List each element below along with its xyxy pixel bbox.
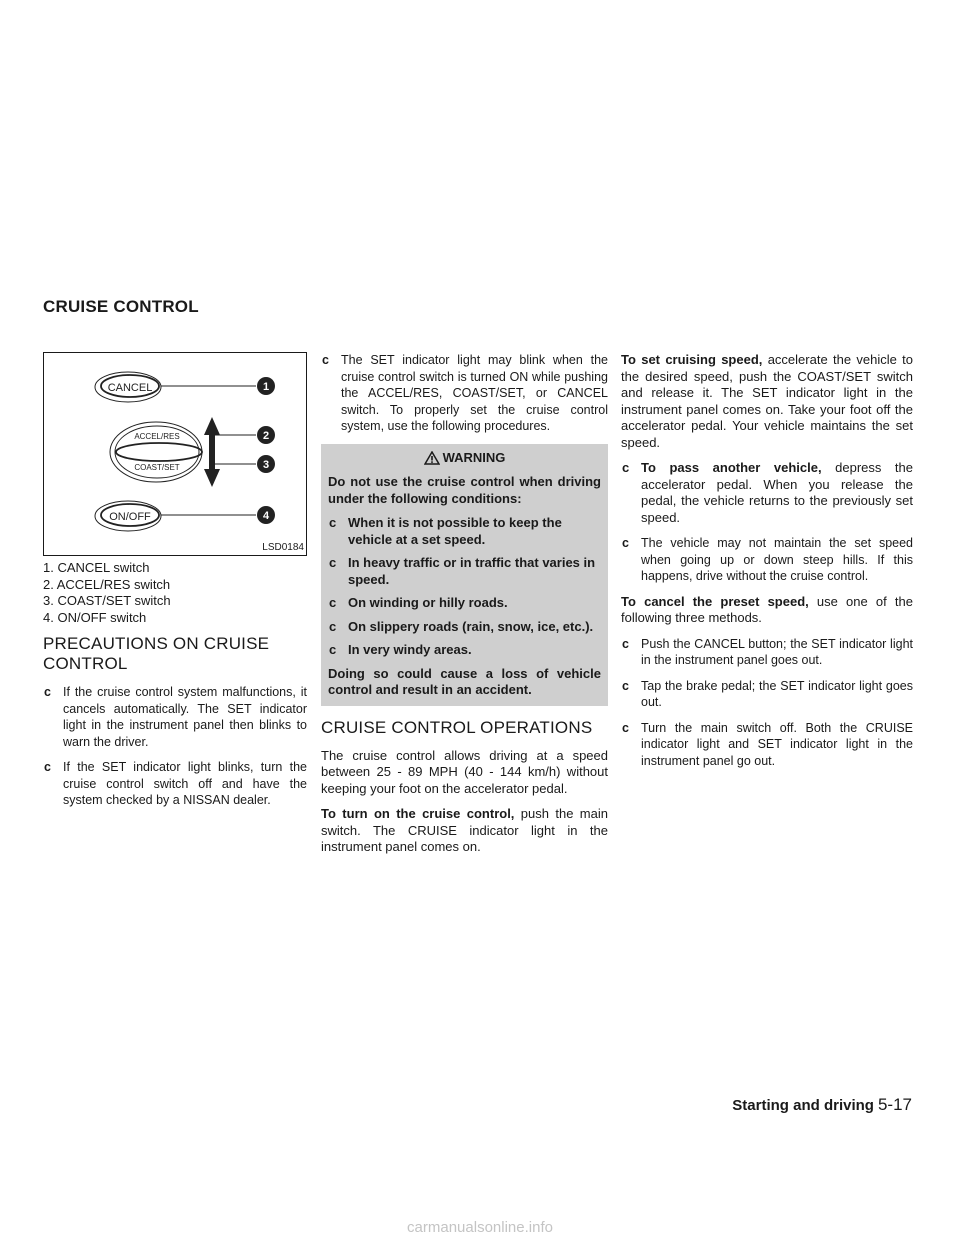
bullet-icon: c xyxy=(329,555,337,570)
column-1 xyxy=(43,560,307,818)
bullet-icon: c xyxy=(329,618,337,634)
figure-code: LSD0184 xyxy=(262,542,304,553)
bullet-icon: c xyxy=(622,678,629,693)
bullet-icon: c xyxy=(329,595,337,610)
watermark: carmanualsonline.info xyxy=(407,1219,553,1236)
up-down-arrow-icon xyxy=(204,417,220,487)
list-item: c The vehicle may not maintain the set speed when going up or down steep hills. If this happens, drive without the cruise control. xyxy=(622,536,913,583)
operations-intro: The cruise control allows driving at a speed between 25 - 89 MPH (40 - 144 km/h) without keeping your foot on the accelerator pedal. xyxy=(321,747,608,796)
precautions-heading: PRECAUTIONS ON CRUISE CONTROL xyxy=(43,634,270,673)
legend-item: 1. CANCEL switch xyxy=(43,560,150,575)
callout-4: 4 xyxy=(262,510,270,522)
accel-res-label: ACCEL/RES xyxy=(134,432,180,441)
list-item: c On slippery roads (rain, snow, ice, etc.). xyxy=(329,618,594,634)
callout-1: 1 xyxy=(262,381,270,393)
column-2 xyxy=(321,352,608,865)
page-number: 5-17 xyxy=(877,1095,912,1114)
warning-box xyxy=(321,444,608,706)
cancel-speed-paragraph: To cancel the preset speed, use one of the following three methods. xyxy=(621,593,913,625)
bullet-icon: c xyxy=(44,760,51,774)
legend-item: 4. ON/OFF switch xyxy=(43,609,147,625)
list-item: c When it is not possible to keep the vehicle at a set speed. xyxy=(329,515,562,547)
legend-item: 3. COAST/SET switch xyxy=(43,593,171,608)
warning-triangle-icon xyxy=(424,451,440,465)
legend-item: 2. ACCEL/RES switch xyxy=(43,576,171,592)
turn-on-paragraph: To turn on the cruise control, push the main switch. The CRUISE indicator light in the instrument panel comes on. xyxy=(321,806,608,854)
list-item: c In very windy areas. xyxy=(329,642,472,657)
callout-3: 3 xyxy=(262,459,270,471)
bullet-icon: c xyxy=(322,353,329,367)
bullet-icon: c xyxy=(329,515,337,530)
page-footer xyxy=(732,1095,912,1115)
cruise-switch-illustration xyxy=(44,353,306,555)
bullet-icon: c xyxy=(44,685,51,699)
section-heading: CRUISE CONTROL xyxy=(43,297,199,316)
onoff-button-label: ON/OFF xyxy=(109,511,151,523)
list-item: c On winding or hilly roads. xyxy=(329,595,508,610)
bullet-icon: c xyxy=(329,642,337,657)
callout-2: 2 xyxy=(262,430,270,442)
bullet-icon: c xyxy=(622,536,629,550)
list-item: c Turn the main switch off. Both the CRUISE indicator light and SET indicator light in the instrument panel go out. xyxy=(622,720,913,768)
list-item: c To pass another vehicle, depress the accelerator pedal. When you release the pedal, the vehicle returns to the previously set speed. xyxy=(622,460,913,525)
list-item: c Tap the brake pedal; the SET indicator light goes out. xyxy=(622,678,913,709)
bullet-icon: c xyxy=(622,460,630,475)
warning-title: WARNING xyxy=(442,449,506,465)
cruise-switch-diagram xyxy=(43,352,307,556)
list-item: c If the cruise control system malfunctions, it cancels automatically. The SET indicator light in the instrument panel then blinks to warn the driver. xyxy=(44,685,307,749)
bullet-icon: c xyxy=(622,636,629,651)
operations-heading: CRUISE CONTROL OPERATIONS xyxy=(321,717,593,737)
warning-outro: Doing so could cause a loss of vehicle control and result in an accident. xyxy=(328,665,601,697)
column-3 xyxy=(621,352,913,778)
cancel-button-label: CANCEL xyxy=(107,382,153,394)
footer-section-title: Starting and driving xyxy=(732,1097,874,1114)
list-item: c Push the CANCEL button; the SET indicator light in the instrument panel goes out. xyxy=(622,636,913,667)
bullet-icon: c xyxy=(622,720,629,735)
warning-header xyxy=(328,450,601,467)
list-item: c In heavy traffic or in traffic that varies in speed. xyxy=(329,555,596,587)
warning-intro: Do not use the cruise control when driving under the following conditions: xyxy=(328,474,601,506)
set-speed-paragraph: To set cruising speed, accelerate the vehicle to the desired speed, push the COAST/SET switch and release it. The SET indicator light in the instrument panel comes on. Take your foot off the accelerator pedal. Your vehicle maintains the set speed. xyxy=(621,352,913,450)
list-item: c The SET indicator light may blink when the cruise control switch is turned ON while pushing the ACCEL/RES, COAST/SET, or CANCEL switch. To properly set the cruise control system, use the following procedures. xyxy=(322,353,608,433)
coast-set-label: COAST/SET xyxy=(134,463,180,472)
list-item: c If the SET indicator light blinks, turn the cruise control switch off and have the system checked by a NISSAN dealer. xyxy=(44,760,307,807)
